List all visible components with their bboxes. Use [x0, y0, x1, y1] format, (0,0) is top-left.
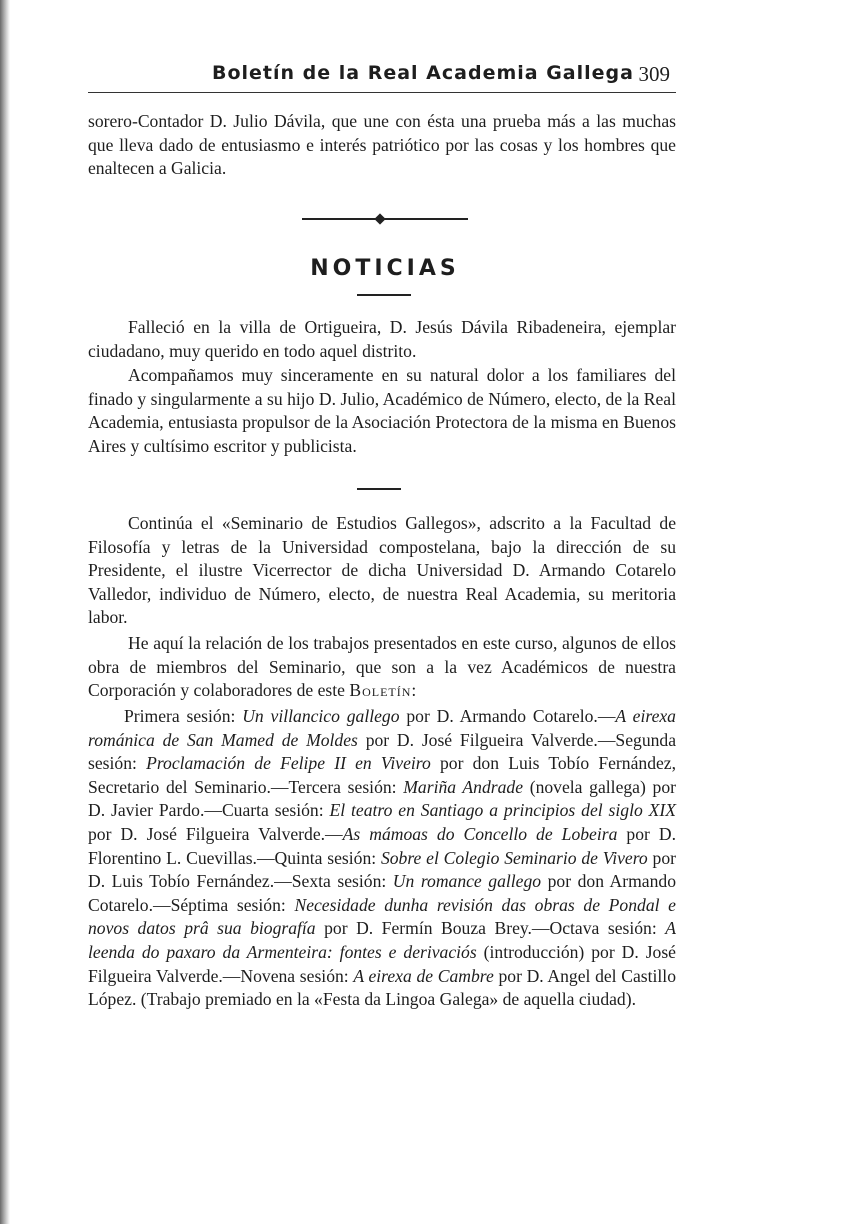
session-9-title: A eirexa de Cambre — [353, 965, 494, 986]
page-number: 309 — [638, 62, 670, 86]
session-4b-author: por D. Florentino L. Cuevillas.— — [88, 823, 676, 868]
section-heading: NOTICIAS — [310, 256, 460, 281]
session-5-title: Sobre el Colegio Seminario de Vivero — [380, 847, 648, 868]
notice-relation — [88, 632, 676, 703]
notice-divider — [357, 488, 401, 490]
notice-condolence: Acompañamos muy sinceramente en su natural dolor a los familiares del finado y singularmente a su hijo D. Julio, Académico de Número, electo, de la Real Academia, entusiasta propulsor de la Asociación Protectora de la misma en Buenos Aires y cultísimo escritor y publicista. — [88, 365, 676, 456]
session-1-title: Un villancico gallego — [242, 706, 400, 726]
session-9-label: Novena sesión: — [240, 965, 349, 986]
session-4-title: El teatro en Santiago a principios del siglo XIX — [329, 800, 677, 821]
session-7-title: Necesidade dunha revisión das obras de Pondal e novos datos prâ sua biografía — [88, 894, 676, 939]
session-7-author: por D. Fermín Bouza Brey.— — [324, 918, 550, 939]
relation-text: He aquí la relación de los trabajos presentados en este curso, algunos de ellos obra de miembros del Seminario, que son a la vez Académicos de nuestra Corporación y colaboradores de este — [88, 633, 676, 701]
session-1-label: Primera sesión: — [124, 706, 236, 726]
session-8-author: (introducción) por D. José Filgueira Valverde.— — [88, 941, 676, 986]
session-2-title: Proclamación de Felipe II en Viveiro — [146, 753, 431, 774]
session-6-author: por don Armando Cotarelo.— — [88, 871, 677, 915]
session-4b-title: As mámoas do Concello de Lobeira — [342, 823, 618, 844]
session-6-title: Un romance gallego — [392, 871, 542, 892]
session-1b-author: por D. José Filgueira Valverde.— — [365, 729, 616, 750]
session-8-title: A leenda do paxaro da Armenteira: fontes e derivaciós — [88, 918, 676, 962]
session-2-author: por don Luis Tobío Fernández, Secretario del Seminario.— — [88, 753, 677, 797]
session-1b-title: A eirexa románica de San Mamed de Moldes — [88, 706, 676, 750]
session-5-label: Quinta sesión: — [274, 847, 377, 868]
notice-death: Falleció en la villa de Ortigueira, D. Jesús Dávila Ribadeneira, ejemplar ciudadano, muy querido en todo aquel distrito. — [88, 317, 676, 361]
session-5-author: por D. Luis Tobío Fernández.— — [88, 847, 676, 892]
session-7-label: Séptima sesión: — [170, 894, 286, 915]
session-6-label: Sexta sesión: — [291, 871, 387, 892]
intro-paragraph: sorero-Contador D. Julio Dávila, que une con ésta una prueba más a las muchas que lleva dado de entusiasmo e interés patriótico por las cosas y los hombres que enaltecen a Galicia. — [88, 111, 676, 179]
running-title: Boletín de la Real Academia Gallega — [212, 62, 634, 84]
session-1-author: por D. Armando Cotarelo.— — [406, 706, 616, 726]
session-3-author: (novela gallega) por D. Javier Pardo.— — [88, 776, 676, 821]
session-list — [88, 705, 676, 1012]
page-header — [88, 62, 676, 92]
session-2-label: Segunda sesión: — [88, 729, 677, 774]
section-ornament — [302, 216, 468, 222]
session-8-label: Octava sesión: — [549, 918, 657, 939]
notice-seminar: Continúa el «Seminario de Estudios Gallegos», adscrito a la Facultad de Filosofía y letras de la Universidad compostelana, bajo la dirección de su Presidente, el ilustre Vicerrector de dicha Universidad D. Armando Cotarelo Valledor, individuo de Número, electo, de nuestra Real Academia, su meritoria labor. — [88, 513, 676, 628]
bulletin-name: Boletín: — [349, 680, 418, 701]
session-9-author: por D. Angel del Castillo López. (Trabajo premiado en la «Festa da Lingoa Galega» de aquella ciudad). — [88, 965, 676, 1010]
session-3-title: Mariña Andrade — [403, 776, 524, 797]
heading-underline — [357, 294, 411, 296]
scan-edge-shadow — [0, 0, 10, 1224]
header-rule — [88, 92, 676, 93]
session-4-label: Cuarta sesión: — [221, 800, 324, 821]
session-3-label: Tercera sesión: — [288, 776, 397, 797]
session-4-author: por D. José Filgueira Valverde.— — [88, 823, 343, 844]
ornament-diamond-icon — [374, 213, 385, 224]
